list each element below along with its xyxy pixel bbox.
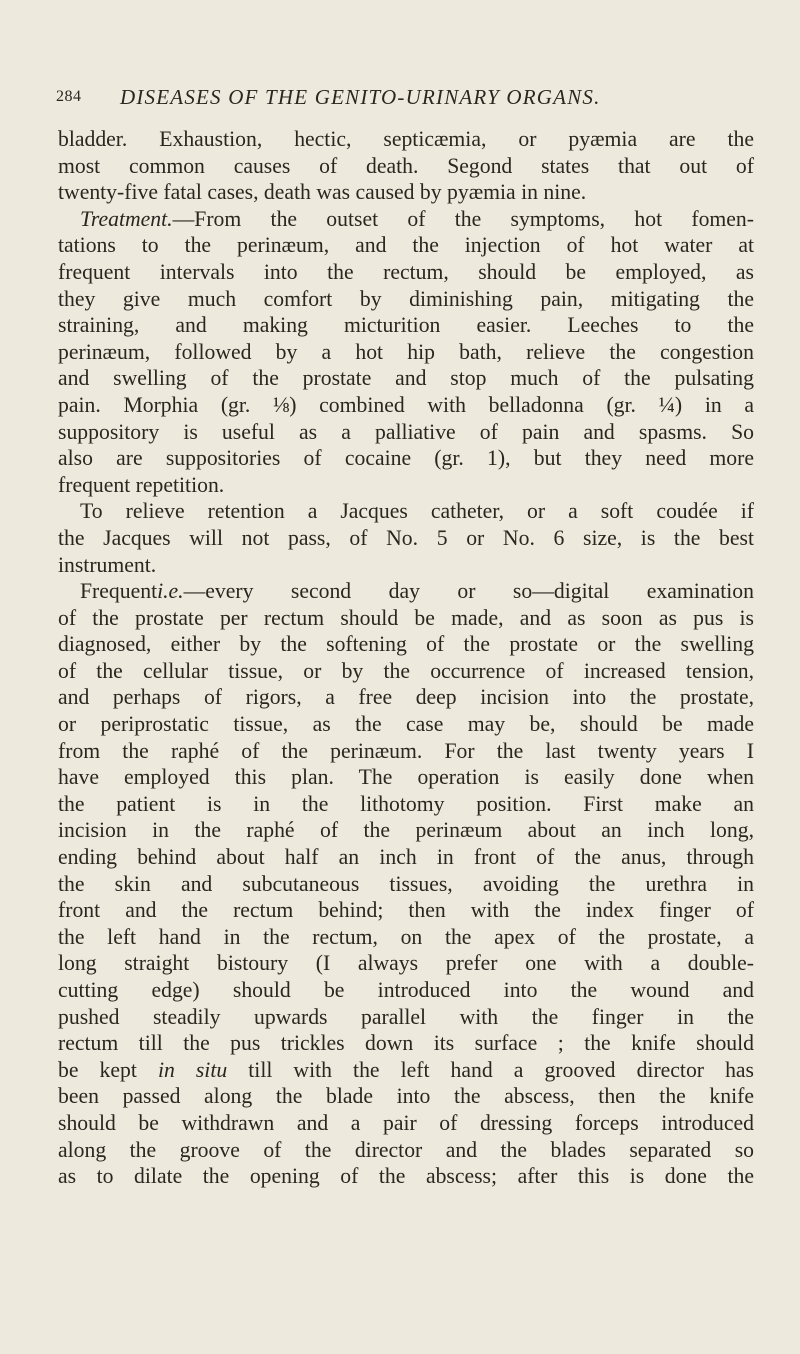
text-line [58,1137,754,1164]
text-line [58,1004,754,1031]
line-text: have employed this plan. The operation is easily done when [58,765,754,790]
text-line [58,605,754,632]
italic-heading: Treatment. [80,206,173,231]
text-line [58,977,754,1004]
italic-term: in situ [157,1057,228,1082]
text-line [58,578,754,605]
text-line [58,684,754,711]
line-text: of the cellular tissue, or by the occurrence of increased tension, [58,658,754,683]
line-text: of the prostate per rectum should be made, and as soon as pus is [58,605,754,630]
line-text: instrument. [58,552,157,577]
line-text: the patient is in the lithotomy position. First make an [58,791,754,816]
line-text: straining, and making micturition easier. Leeches to the [58,313,754,338]
line-text: incision in the raphé of the perinæum about an inch long, [58,818,754,843]
text-line [58,259,754,286]
text-line [58,232,754,259]
text-line [58,1083,754,1110]
line-text: as to dilate the opening of the abscess; after this is done the [58,1164,754,1189]
line-text: or periprostatic tissue, as the case may be, should be made [58,712,754,737]
line-text: tations to the perinæum, and the injection of hot water at [58,233,754,258]
text-line [58,365,754,392]
line-text: frequent intervals into the rectum, should be employed, as [58,259,754,284]
line-text: should be withdrawn and a pair of dressing forceps introduced [58,1110,754,1135]
text-line [58,924,754,951]
line-prefix: be kept [58,1057,158,1082]
running-head: DISEASES OF THE GENITO-URINARY ORGANS. [120,85,601,109]
text-line [58,419,754,446]
text-line [58,286,754,313]
text-line [58,711,754,738]
text-line [58,817,754,844]
text-line [58,1030,754,1057]
line-text: perinæum, followed by a hot hip bath, relieve the congestion [58,339,754,364]
line-text: —every second day or so—digital examination [183,579,754,604]
line-text: most common causes of death. Segond states that out of [58,153,754,178]
line-text: and swelling of the prostate and stop much of the pulsating [58,366,754,391]
text-line [58,339,754,366]
text-line [58,844,754,871]
line-text: pushed steadily upwards parallel with the finger in the [58,1004,754,1029]
text-line [58,1057,754,1084]
text-line [58,525,754,552]
text-line [58,312,754,339]
text-line [58,552,754,579]
italic-term: i.e. [157,579,184,604]
text-line [58,631,754,658]
line-text: the Jacques will not pass, of No. 5 or No. 6 size, is the best [58,525,754,550]
text-line [58,738,754,765]
text-line [58,1163,754,1190]
line-text: pain. Morphia (gr. ⅛) combined with belladonna (gr. ¼) in a [58,392,754,417]
line-text: frequent repetition. [58,472,225,497]
line-text: To relieve retention a Jacques catheter, or a soft coudée if [80,499,754,524]
line-text: long straight bistoury (I always prefer one with a double- [58,951,754,976]
line-text: ending behind about half an inch in front of the anus, through [58,845,754,870]
line-text: cutting edge) should be introduced into the wound and [58,978,754,1002]
text-line [58,950,754,977]
line-text: front and the rectum behind; then with the index finger of [58,898,754,923]
line-text: till with the left hand a grooved director has [227,1057,754,1082]
line-text: diagnosed, either by the softening of the prostate or the swelling [58,632,754,657]
text-line [58,498,754,525]
line-prefix: Frequent [80,579,158,604]
text-line [58,658,754,685]
line-text: they give much comfort by diminishing pain, mitigating the [58,286,754,311]
line-text: the skin and subcutaneous tissues, avoiding the urethra in [58,871,754,896]
line-text: and perhaps of rigors, a free deep incision into the prostate, [58,685,754,710]
text-line [58,126,754,153]
line-text: also are suppositories of cocaine (gr. 1), but they need more [58,446,754,471]
text-line [58,392,754,419]
text-line [58,445,754,472]
line-text: twenty-five fatal cases, death was caused by pyæmia in nine. [58,180,587,205]
line-text: along the groove of the director and the blades separated so [58,1137,754,1162]
text-line [58,764,754,791]
line-text: from the raphé of the perinæum. For the last twenty years I [58,738,754,763]
text-line [58,1110,754,1137]
line-text: rectum till the pus trickles down its surface ; the knife should [58,1031,754,1056]
text-line [58,179,754,206]
text-line [58,472,754,499]
text-line [58,206,754,233]
text-line [58,897,754,924]
page-number: 284 [56,88,82,105]
text-line [58,791,754,818]
line-text: —From the outset of the symptoms, hot fomen- [172,206,754,231]
page-header [56,85,746,116]
text-line [58,871,754,898]
line-text: the left hand in the rectum, on the apex of the prostate, a [58,924,754,949]
line-text: been passed along the blade into the abscess, then the knife [58,1084,754,1109]
body-text [58,126,754,1190]
line-text: suppository is useful as a palliative of pain and spasms. So [58,419,754,444]
text-line [58,153,754,180]
line-text: bladder. Exhaustion, hectic, septicæmia, or pyæmia are the [58,127,754,151]
